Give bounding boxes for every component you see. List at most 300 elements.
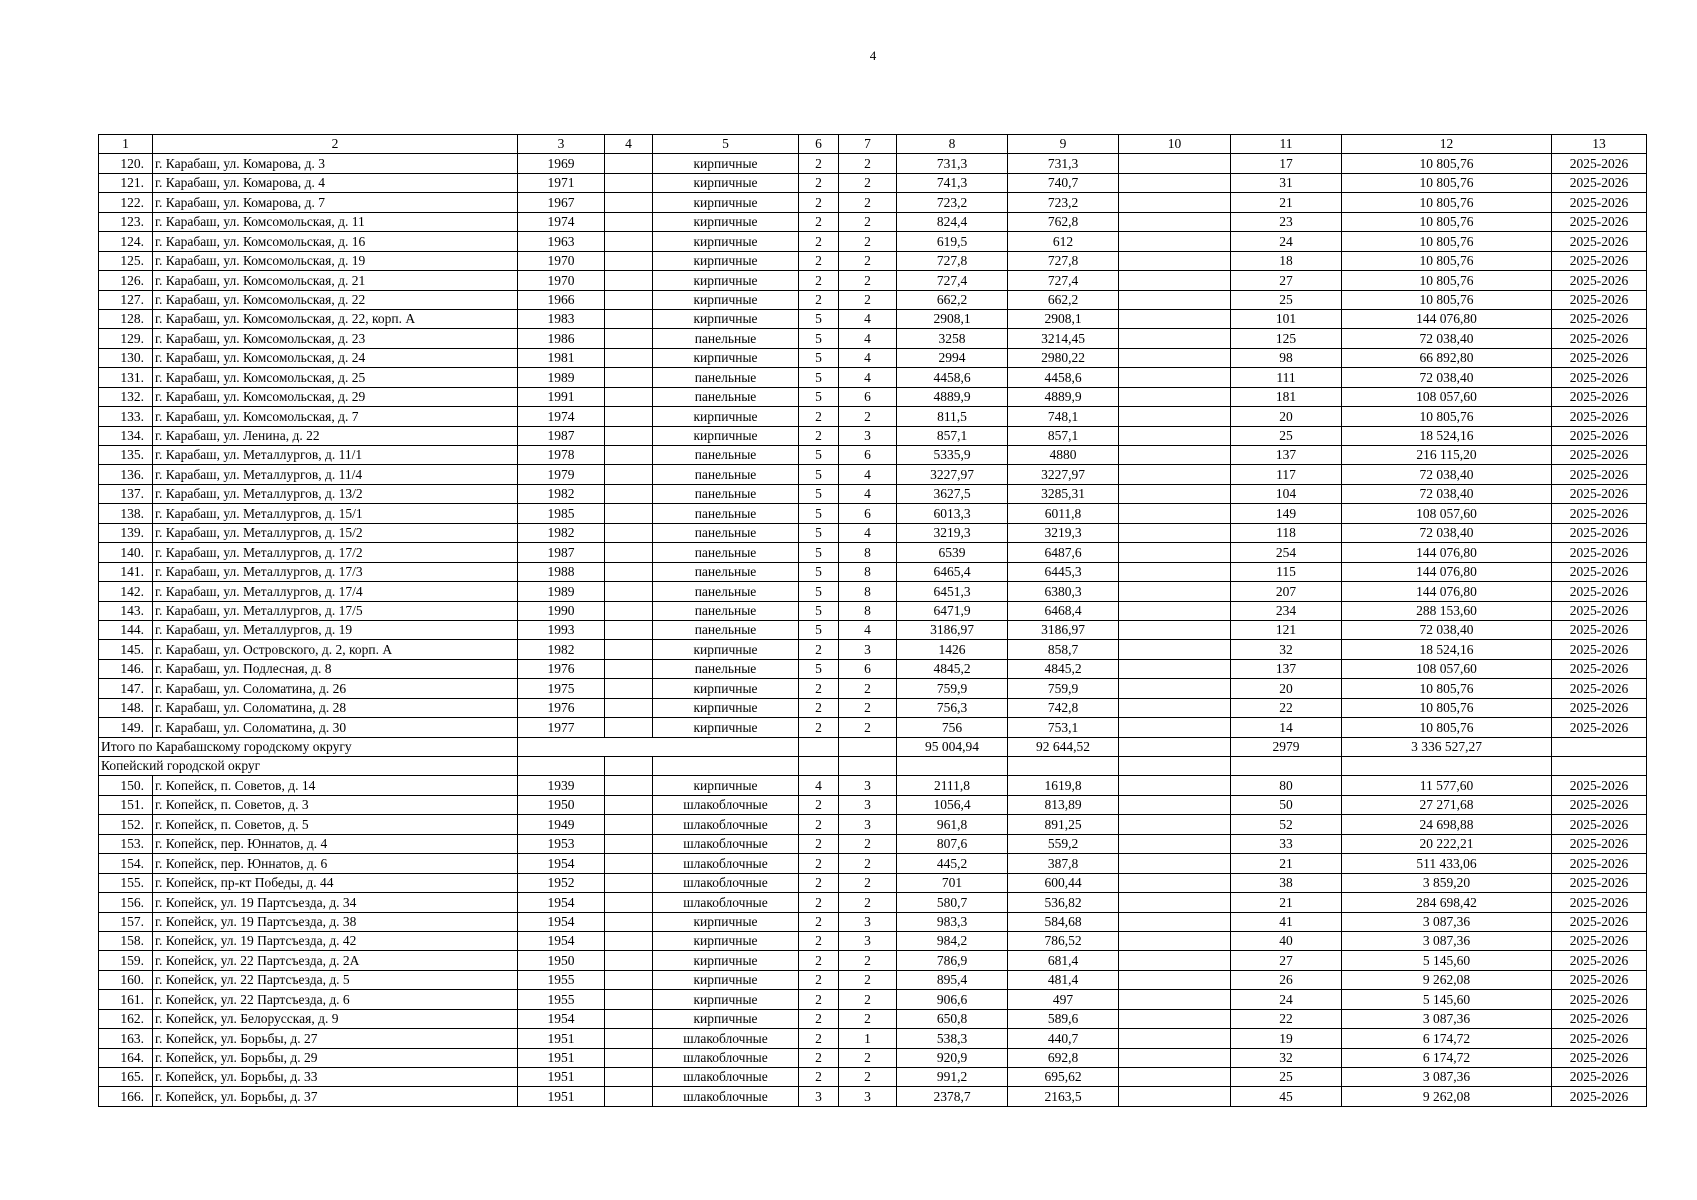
table-cell: 612 xyxy=(1008,232,1119,251)
table-cell: 1955 xyxy=(518,990,605,1009)
table-cell xyxy=(605,1087,653,1106)
table-cell: 124. xyxy=(99,232,153,251)
table-row xyxy=(99,1087,1647,1106)
table-row xyxy=(99,154,1647,173)
table-cell xyxy=(605,601,653,620)
table-cell: 141. xyxy=(99,562,153,581)
table-cell: 786,52 xyxy=(1008,931,1119,950)
table-cell: 3627,5 xyxy=(897,484,1008,503)
table-cell: 1979 xyxy=(518,465,605,484)
table-cell: 6539 xyxy=(897,543,1008,562)
table-cell: 2025-2026 xyxy=(1552,601,1647,620)
table-cell: 2 xyxy=(799,854,839,873)
table-cell: 1990 xyxy=(518,601,605,620)
table-row xyxy=(99,951,1647,970)
table-cell: 2 xyxy=(799,212,839,231)
empty-cell xyxy=(1008,757,1119,776)
table-cell: 681,4 xyxy=(1008,951,1119,970)
table-cell: 4 xyxy=(839,465,897,484)
table-cell xyxy=(605,679,653,698)
table-cell: 128. xyxy=(99,309,153,328)
table-cell: 2 xyxy=(799,893,839,912)
table-cell xyxy=(1119,154,1231,173)
table-cell: 127. xyxy=(99,290,153,309)
table-cell: 1993 xyxy=(518,620,605,639)
table-cell: г. Карабаш, ул. Металлургов, д. 13/2 xyxy=(153,484,518,503)
table-cell: г. Карабаш, ул. Металлургов, д. 15/1 xyxy=(153,504,518,523)
table-cell: шлакоблочные xyxy=(653,795,799,814)
table-cell: 45 xyxy=(1231,1087,1342,1106)
table-cell xyxy=(605,290,653,309)
table-cell: 6 xyxy=(839,659,897,678)
table-cell: 1950 xyxy=(518,795,605,814)
table-cell: 118 xyxy=(1231,523,1342,542)
table-cell: 38 xyxy=(1231,873,1342,892)
table-cell: г. Карабаш, ул. Комсомольская, д. 23 xyxy=(153,329,518,348)
table-cell: 3 xyxy=(839,912,897,931)
table-cell xyxy=(605,620,653,639)
table-cell: 18 xyxy=(1231,251,1342,270)
table-cell: кирпичные xyxy=(653,251,799,270)
table-cell: 1987 xyxy=(518,543,605,562)
column-number-cell: 1 xyxy=(99,135,153,154)
table-cell: 33 xyxy=(1231,834,1342,853)
table-cell xyxy=(1119,601,1231,620)
table-cell: 129. xyxy=(99,329,153,348)
table-row xyxy=(99,620,1647,639)
table-cell: 1954 xyxy=(518,854,605,873)
empty-cell xyxy=(1231,757,1342,776)
table-cell: 4 xyxy=(839,523,897,542)
table-cell: 2025-2026 xyxy=(1552,251,1647,270)
table-cell: 2025-2026 xyxy=(1552,484,1647,503)
table-cell: 2025-2026 xyxy=(1552,815,1647,834)
table-cell: 25 xyxy=(1231,1068,1342,1087)
table-cell: 2025-2026 xyxy=(1552,620,1647,639)
table-cell: 723,2 xyxy=(1008,193,1119,212)
table-cell: 2 xyxy=(839,154,897,173)
table-row xyxy=(99,776,1647,795)
table-cell: 144. xyxy=(99,620,153,639)
table-cell: 164. xyxy=(99,1048,153,1067)
table-row xyxy=(99,659,1647,678)
table-cell: г. Карабаш, ул. Соломатина, д. 30 xyxy=(153,718,518,737)
table-cell: 8 xyxy=(839,543,897,562)
table-cell: 2 xyxy=(839,212,897,231)
table-cell: 3 087,36 xyxy=(1342,1068,1552,1087)
empty-cell xyxy=(1119,757,1231,776)
table-body xyxy=(99,135,1647,1107)
empty-cell xyxy=(839,757,897,776)
table-cell: 6011,8 xyxy=(1008,504,1119,523)
table-row xyxy=(99,640,1647,659)
table-cell xyxy=(605,951,653,970)
table-cell: 132. xyxy=(99,387,153,406)
table-cell: 497 xyxy=(1008,990,1119,1009)
table-row xyxy=(99,1068,1647,1087)
table-cell xyxy=(1119,795,1231,814)
table-cell: 1977 xyxy=(518,718,605,737)
table-cell: 72 038,40 xyxy=(1342,620,1552,639)
table-cell: 5 xyxy=(799,329,839,348)
empty-cell xyxy=(518,757,605,776)
table-cell: 139. xyxy=(99,523,153,542)
table-cell: 2025-2026 xyxy=(1552,1048,1647,1067)
table-cell: 137. xyxy=(99,484,153,503)
table-cell: 1988 xyxy=(518,562,605,581)
table-cell: 1971 xyxy=(518,173,605,192)
table-cell xyxy=(605,659,653,678)
table-cell: 120. xyxy=(99,154,153,173)
table-cell: 1950 xyxy=(518,951,605,970)
table-cell: 158. xyxy=(99,931,153,950)
table-cell: 740,7 xyxy=(1008,173,1119,192)
table-cell: 4 xyxy=(839,309,897,328)
table-cell: г. Копейск, ул. Борьбы, д. 37 xyxy=(153,1087,518,1106)
table-cell: 159. xyxy=(99,951,153,970)
table-cell xyxy=(1119,931,1231,950)
table-cell: 3 xyxy=(839,1087,897,1106)
table-cell xyxy=(1119,951,1231,970)
table-cell: 2 xyxy=(799,912,839,931)
table-cell: 181 xyxy=(1231,387,1342,406)
table-cell: 1953 xyxy=(518,834,605,853)
table-cell: 98 xyxy=(1231,348,1342,367)
table-cell: 786,9 xyxy=(897,951,1008,970)
empty-cell xyxy=(897,757,1008,776)
table-cell: кирпичные xyxy=(653,348,799,367)
table-cell: 121. xyxy=(99,173,153,192)
table-cell: 759,9 xyxy=(897,679,1008,698)
table-cell: 254 xyxy=(1231,543,1342,562)
table-cell: 2 xyxy=(839,990,897,1009)
empty-cell xyxy=(799,757,839,776)
table-row xyxy=(99,795,1647,814)
table-cell: 2 xyxy=(839,718,897,737)
total-residents: 2979 xyxy=(1231,737,1342,756)
table-row xyxy=(99,990,1647,1009)
table-cell: 108 057,60 xyxy=(1342,387,1552,406)
table-cell: 2 xyxy=(799,251,839,270)
table-cell: 2025-2026 xyxy=(1552,893,1647,912)
table-cell: 589,6 xyxy=(1008,1009,1119,1028)
table-cell: 1939 xyxy=(518,776,605,795)
table-cell: 6 xyxy=(839,387,897,406)
empty-cell xyxy=(799,737,839,756)
table-cell: 126. xyxy=(99,271,153,290)
table-cell: г. Карабаш, ул. Комсомольская, д. 7 xyxy=(153,407,518,426)
table-cell: 27 xyxy=(1231,271,1342,290)
table-cell: 1951 xyxy=(518,1029,605,1048)
table-cell: г. Карабаш, ул. Островского, д. 2, корп. А xyxy=(153,640,518,659)
table-cell: 920,9 xyxy=(897,1048,1008,1067)
table-cell: кирпичные xyxy=(653,912,799,931)
table-cell: 3214,45 xyxy=(1008,329,1119,348)
housing-table-container xyxy=(98,134,1647,1107)
table-cell: 161. xyxy=(99,990,153,1009)
table-cell: 6451,3 xyxy=(897,582,1008,601)
table-cell: 1056,4 xyxy=(897,795,1008,814)
table-cell: 2025-2026 xyxy=(1552,407,1647,426)
table-cell: 2 xyxy=(839,679,897,698)
table-cell xyxy=(605,271,653,290)
table-cell: шлакоблочные xyxy=(653,1048,799,1067)
table-cell: 2025-2026 xyxy=(1552,698,1647,717)
table-cell: г. Карабаш, ул. Комарова, д. 3 xyxy=(153,154,518,173)
table-cell: 2025-2026 xyxy=(1552,1029,1647,1048)
table-cell: 4845,2 xyxy=(897,659,1008,678)
table-cell: 762,8 xyxy=(1008,212,1119,231)
table-cell: 10 805,76 xyxy=(1342,232,1552,251)
empty-cell xyxy=(1342,757,1552,776)
table-cell: кирпичные xyxy=(653,951,799,970)
table-cell: 153. xyxy=(99,834,153,853)
table-cell: 3186,97 xyxy=(897,620,1008,639)
table-cell xyxy=(605,446,653,465)
table-cell xyxy=(605,776,653,795)
total-living-area: 92 644,52 xyxy=(1008,737,1119,756)
table-cell xyxy=(605,854,653,873)
table-cell: 3186,97 xyxy=(1008,620,1119,639)
table-row xyxy=(99,815,1647,834)
table-cell: 1978 xyxy=(518,446,605,465)
table-cell xyxy=(1119,329,1231,348)
table-cell: 123. xyxy=(99,212,153,231)
table-row xyxy=(99,912,1647,931)
table-cell: 234 xyxy=(1231,601,1342,620)
table-cell: 4 xyxy=(839,368,897,387)
table-cell: 2 xyxy=(799,154,839,173)
table-cell: 4 xyxy=(839,329,897,348)
table-cell: 2163,5 xyxy=(1008,1087,1119,1106)
table-cell: 152. xyxy=(99,815,153,834)
table-cell: 143. xyxy=(99,601,153,620)
table-cell: 216 115,20 xyxy=(1342,446,1552,465)
table-cell: 144 076,80 xyxy=(1342,543,1552,562)
table-row xyxy=(99,854,1647,873)
section-total-row xyxy=(99,737,1647,756)
table-cell: 6471,9 xyxy=(897,601,1008,620)
table-cell: панельные xyxy=(653,387,799,406)
table-cell: 4889,9 xyxy=(897,387,1008,406)
table-cell: панельные xyxy=(653,601,799,620)
table-cell: 2 xyxy=(799,834,839,853)
section-title-row xyxy=(99,757,1647,776)
table-cell: 662,2 xyxy=(1008,290,1119,309)
table-cell: 1982 xyxy=(518,640,605,659)
table-cell: 1981 xyxy=(518,348,605,367)
table-cell: г. Карабаш, ул. Соломатина, д. 28 xyxy=(153,698,518,717)
table-cell: 756,3 xyxy=(897,698,1008,717)
table-cell: 138. xyxy=(99,504,153,523)
table-row xyxy=(99,368,1647,387)
table-cell: 4458,6 xyxy=(1008,368,1119,387)
table-cell: 2025-2026 xyxy=(1552,795,1647,814)
table-cell: 20 222,21 xyxy=(1342,834,1552,853)
table-row xyxy=(99,387,1647,406)
table-cell: 2025-2026 xyxy=(1552,1009,1647,1028)
table-cell: панельные xyxy=(653,484,799,503)
table-cell xyxy=(1119,309,1231,328)
table-cell: панельные xyxy=(653,465,799,484)
table-cell: 22 xyxy=(1231,698,1342,717)
table-cell: 2025-2026 xyxy=(1552,290,1647,309)
table-cell: 3258 xyxy=(897,329,1008,348)
table-cell: кирпичные xyxy=(653,1009,799,1028)
table-cell: 5 145,60 xyxy=(1342,951,1552,970)
table-cell: панельные xyxy=(653,368,799,387)
table-cell: 26 xyxy=(1231,970,1342,989)
table-cell: 906,6 xyxy=(897,990,1008,1009)
table-cell: 536,82 xyxy=(1008,893,1119,912)
table-cell xyxy=(605,873,653,892)
table-cell xyxy=(1119,1048,1231,1067)
table-cell: 5 xyxy=(799,484,839,503)
table-cell: 6 xyxy=(839,446,897,465)
table-cell: кирпичные xyxy=(653,640,799,659)
table-cell: 2 xyxy=(799,1029,839,1048)
table-cell: 5 xyxy=(799,446,839,465)
table-cell: 19 xyxy=(1231,1029,1342,1048)
table-row xyxy=(99,679,1647,698)
column-number-cell: 12 xyxy=(1342,135,1552,154)
table-cell: панельные xyxy=(653,582,799,601)
table-cell: 2 xyxy=(799,970,839,989)
table-cell xyxy=(1119,504,1231,523)
table-cell xyxy=(605,173,653,192)
table-cell: 31 xyxy=(1231,173,1342,192)
table-cell: 2 xyxy=(839,873,897,892)
table-cell: 748,1 xyxy=(1008,407,1119,426)
table-cell: 40 xyxy=(1231,931,1342,950)
table-cell xyxy=(1119,426,1231,445)
table-cell: 727,4 xyxy=(897,271,1008,290)
table-cell: 584,68 xyxy=(1008,912,1119,931)
table-cell: г. Копейск, ул. 19 Партсъезда, д. 42 xyxy=(153,931,518,950)
table-cell: г. Карабаш, ул. Комсомольская, д. 22 xyxy=(153,290,518,309)
table-cell: 10 805,76 xyxy=(1342,193,1552,212)
table-cell: 2 xyxy=(799,232,839,251)
table-cell: 136. xyxy=(99,465,153,484)
table-cell: г. Копейск, п. Советов, д. 14 xyxy=(153,776,518,795)
table-cell: 80 xyxy=(1231,776,1342,795)
table-cell: панельные xyxy=(653,562,799,581)
table-cell: 6445,3 xyxy=(1008,562,1119,581)
table-cell xyxy=(605,795,653,814)
table-cell: г. Копейск, пер. Юннатов, д. 6 xyxy=(153,854,518,873)
table-cell: 2025-2026 xyxy=(1552,271,1647,290)
table-cell: 5 xyxy=(799,368,839,387)
table-cell: кирпичные xyxy=(653,776,799,795)
table-cell: 151. xyxy=(99,795,153,814)
table-cell: 148. xyxy=(99,698,153,717)
table-cell: 2025-2026 xyxy=(1552,970,1647,989)
table-row xyxy=(99,718,1647,737)
table-cell: 2 xyxy=(799,815,839,834)
table-cell: г. Копейск, п. Советов, д. 3 xyxy=(153,795,518,814)
table-cell: 2025-2026 xyxy=(1552,1087,1647,1106)
empty-cell xyxy=(1552,757,1647,776)
table-cell: г. Копейск, ул. 22 Партсъезда, д. 5 xyxy=(153,970,518,989)
table-cell: 2025-2026 xyxy=(1552,951,1647,970)
table-cell xyxy=(1119,271,1231,290)
table-cell: 440,7 xyxy=(1008,1029,1119,1048)
table-cell: кирпичные xyxy=(653,271,799,290)
table-cell: 1426 xyxy=(897,640,1008,659)
table-cell: 857,1 xyxy=(1008,426,1119,445)
table-cell xyxy=(1119,698,1231,717)
table-cell: 2 xyxy=(799,873,839,892)
table-cell xyxy=(605,407,653,426)
table-row xyxy=(99,251,1647,270)
table-cell: 2 xyxy=(839,834,897,853)
table-cell: 5 145,60 xyxy=(1342,990,1552,1009)
table-cell: 3 087,36 xyxy=(1342,912,1552,931)
table-cell: 72 038,40 xyxy=(1342,484,1552,503)
table-cell: 24 698,88 xyxy=(1342,815,1552,834)
table-cell: 1970 xyxy=(518,251,605,270)
table-cell: 21 xyxy=(1231,193,1342,212)
table-cell: 2025-2026 xyxy=(1552,659,1647,678)
table-cell: 50 xyxy=(1231,795,1342,814)
table-cell: шлакоблочные xyxy=(653,1087,799,1106)
table-cell: 10 805,76 xyxy=(1342,271,1552,290)
table-cell: 104 xyxy=(1231,484,1342,503)
table-cell xyxy=(1119,873,1231,892)
table-cell: 2378,7 xyxy=(897,1087,1008,1106)
table-cell: 108 057,60 xyxy=(1342,659,1552,678)
table-cell: 1982 xyxy=(518,484,605,503)
table-cell xyxy=(605,368,653,387)
table-cell: 5 xyxy=(799,543,839,562)
table-cell: г. Карабаш, ул. Ленина, д. 22 xyxy=(153,426,518,445)
table-cell: 2025-2026 xyxy=(1552,232,1647,251)
table-cell: 3 xyxy=(839,426,897,445)
column-number-cell: 2 xyxy=(153,135,518,154)
empty-cell xyxy=(1119,737,1231,756)
table-cell: 3285,31 xyxy=(1008,484,1119,503)
table-cell: 727,4 xyxy=(1008,271,1119,290)
table-cell: 481,4 xyxy=(1008,970,1119,989)
column-number-cell: 10 xyxy=(1119,135,1231,154)
table-cell: 111 xyxy=(1231,368,1342,387)
table-cell: 25 xyxy=(1231,426,1342,445)
table-cell: 2 xyxy=(839,1048,897,1067)
table-cell: 984,2 xyxy=(897,931,1008,950)
table-cell: 284 698,42 xyxy=(1342,893,1552,912)
column-number-cell: 5 xyxy=(653,135,799,154)
table-cell: 1986 xyxy=(518,329,605,348)
table-cell: г. Копейск, ул. 22 Партсъезда, д. 6 xyxy=(153,990,518,1009)
table-cell: 3 xyxy=(799,1087,839,1106)
table-cell xyxy=(1119,776,1231,795)
table-row xyxy=(99,562,1647,581)
table-cell: 2 xyxy=(799,290,839,309)
table-cell: 857,1 xyxy=(897,426,1008,445)
table-cell: 2 xyxy=(799,951,839,970)
table-cell: г. Карабаш, ул. Комарова, д. 4 xyxy=(153,173,518,192)
table-cell: 3 087,36 xyxy=(1342,1009,1552,1028)
table-cell: 1954 xyxy=(518,912,605,931)
table-cell: панельные xyxy=(653,659,799,678)
table-cell: 5 xyxy=(799,309,839,328)
table-cell: 4880 xyxy=(1008,446,1119,465)
table-cell: 20 xyxy=(1231,407,1342,426)
table-cell: 2025-2026 xyxy=(1552,173,1647,192)
table-cell xyxy=(605,893,653,912)
table-cell: 146. xyxy=(99,659,153,678)
table-cell: г. Карабаш, ул. Комсомольская, д. 16 xyxy=(153,232,518,251)
